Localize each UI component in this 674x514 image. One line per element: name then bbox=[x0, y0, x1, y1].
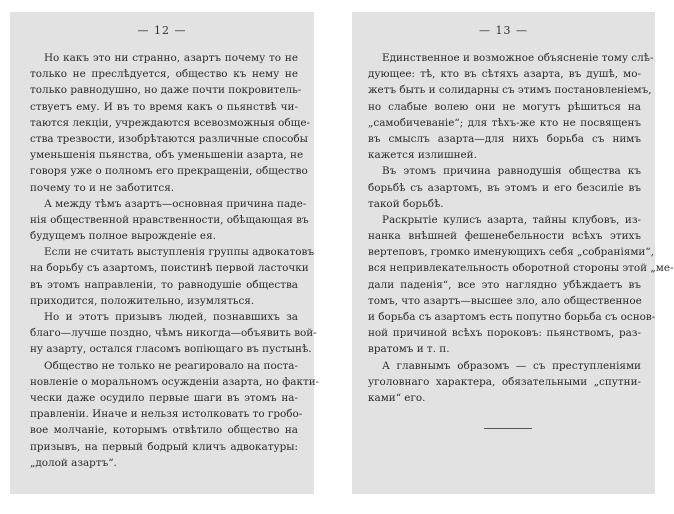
page-body-text bbox=[368, 50, 674, 406]
page-number: — 13 — bbox=[479, 24, 528, 37]
text-line: уголовнаго характера, обязательными „спутни- bbox=[368, 375, 641, 388]
text-line: приходится, положительно, изумляться. bbox=[30, 294, 255, 307]
page-body-text bbox=[30, 50, 320, 471]
text-line: ства трезвости, изобрѣтаются различные способы bbox=[30, 132, 308, 145]
text-line: ствуетъ ему. И въ то время какъ о пьянствѣ чи- bbox=[30, 100, 298, 113]
text-line: „самобичеваніе“; для тѣхъ-же кто не посвященъ bbox=[368, 116, 641, 129]
page-number: — 12 — bbox=[137, 24, 187, 37]
text-line: ной причиной всѣхъ пороковъ: пьянствомъ, раз- bbox=[368, 327, 641, 340]
text-line: борьбѣ съ азартомъ, въ этомъ и его безсиліе въ bbox=[368, 181, 641, 194]
text-line: такой борьбѣ. bbox=[368, 197, 444, 210]
text-line: призывъ, на первый бодрый кличъ адвокатуры: bbox=[30, 440, 298, 453]
text-line: но слабые волею они не могутъ рѣшиться на bbox=[368, 100, 641, 113]
text-line: таются лекціи, учреждаются всевозможныя обще- bbox=[30, 116, 310, 129]
text-line: кажется излишней. bbox=[368, 149, 477, 162]
text-line: благо—лучше поздно, чѣмъ никогда—объявить вой- bbox=[30, 327, 317, 340]
left-page bbox=[10, 12, 320, 494]
text-line: Общество не только не реагировало на поста- bbox=[44, 359, 298, 372]
text-line: жетъ быть и солидарны съ этимъ постановленіемъ, bbox=[368, 84, 652, 97]
text-line: чески даже осудило первые шаги въ этомъ на- bbox=[30, 391, 298, 404]
text-line: Если не считать выступленія группы адвокатовъ bbox=[44, 246, 314, 259]
text-line: только равнодушно, но даже почти покровитель- bbox=[30, 84, 302, 97]
text-line: только не преслѣдуется, общество къ нему не bbox=[30, 68, 298, 81]
text-line: нанка внѣшней фешенебельности всѣхъ этихъ bbox=[368, 230, 641, 243]
text-line: ну азарту, остался гласомъ вопіющаго въ пустынѣ. bbox=[30, 343, 312, 356]
text-line: уменьшенія пьянства, объ уменьшеніи азарта, не bbox=[30, 149, 304, 162]
text-line: Раскрытіе кулисъ азарта, тайны клубовъ, из- bbox=[382, 213, 641, 226]
text-line: Въ этомъ причина равнодушія общества къ bbox=[382, 165, 641, 178]
end-separator-rule bbox=[484, 428, 532, 429]
text-line: на борьбу съ азартомъ, поистинѣ первой ласточки bbox=[30, 262, 309, 275]
text-line: А главнымъ образомъ — съ преступленіями bbox=[382, 359, 641, 372]
text-line: А между тѣмъ азартъ—основная причина паде- bbox=[44, 197, 307, 210]
text-line: Но какъ это ни странно, азартъ почему то не bbox=[44, 52, 298, 64]
text-line: дующее: тѣ, кто въ сѣтяхъ азарта, въ душѣ, мо- bbox=[368, 68, 641, 81]
text-line: Единственное и возможное объясненіе тому слѣ- bbox=[382, 52, 654, 64]
text-line: вся непривлекательность оборотной стороны этой „ме- bbox=[368, 262, 674, 275]
text-line: ками“ его. bbox=[368, 391, 426, 404]
text-line: будущемъ полное вырожденіе ея. bbox=[30, 230, 216, 243]
text-line: и борьба съ азартомъ есть попутно борьба съ основ- bbox=[368, 311, 656, 323]
text-line: Но и этотъ призывъ людей, познавшихъ за bbox=[44, 311, 298, 323]
text-line: „долой азартъ“. bbox=[30, 456, 117, 469]
text-line: томъ, что азартъ—высшее зло, ало общественное bbox=[368, 294, 642, 307]
text-line: вертеповъ, громко именующихъ себя „собраніями“, bbox=[368, 246, 654, 259]
text-line: вое молчаніе, которымъ отвѣтило общество на bbox=[30, 424, 298, 437]
text-line: въ этомъ направленіи, то равнодушіе общества bbox=[30, 278, 298, 291]
text-line: вратомъ и т. п. bbox=[368, 343, 450, 356]
text-line: новленіе о моральномъ осужденіи азарта, но факти- bbox=[30, 375, 320, 388]
text-line: правленіи. Иначе и нельзя истолковать то гробо- bbox=[30, 408, 303, 421]
right-page bbox=[352, 12, 674, 494]
text-line: нія общественной нравственности, обѣщающая въ bbox=[30, 213, 309, 226]
text-line: дали паденія“, все это наглядно убѣждаетъ въ bbox=[368, 278, 641, 291]
text-line: говоря уже о полномъ его прекращеніи, общество bbox=[30, 165, 308, 178]
text-line: въ смыслъ азарта—для нихъ борьба съ нимъ bbox=[368, 132, 641, 145]
text-line: почему то и не заботится. bbox=[30, 181, 175, 194]
